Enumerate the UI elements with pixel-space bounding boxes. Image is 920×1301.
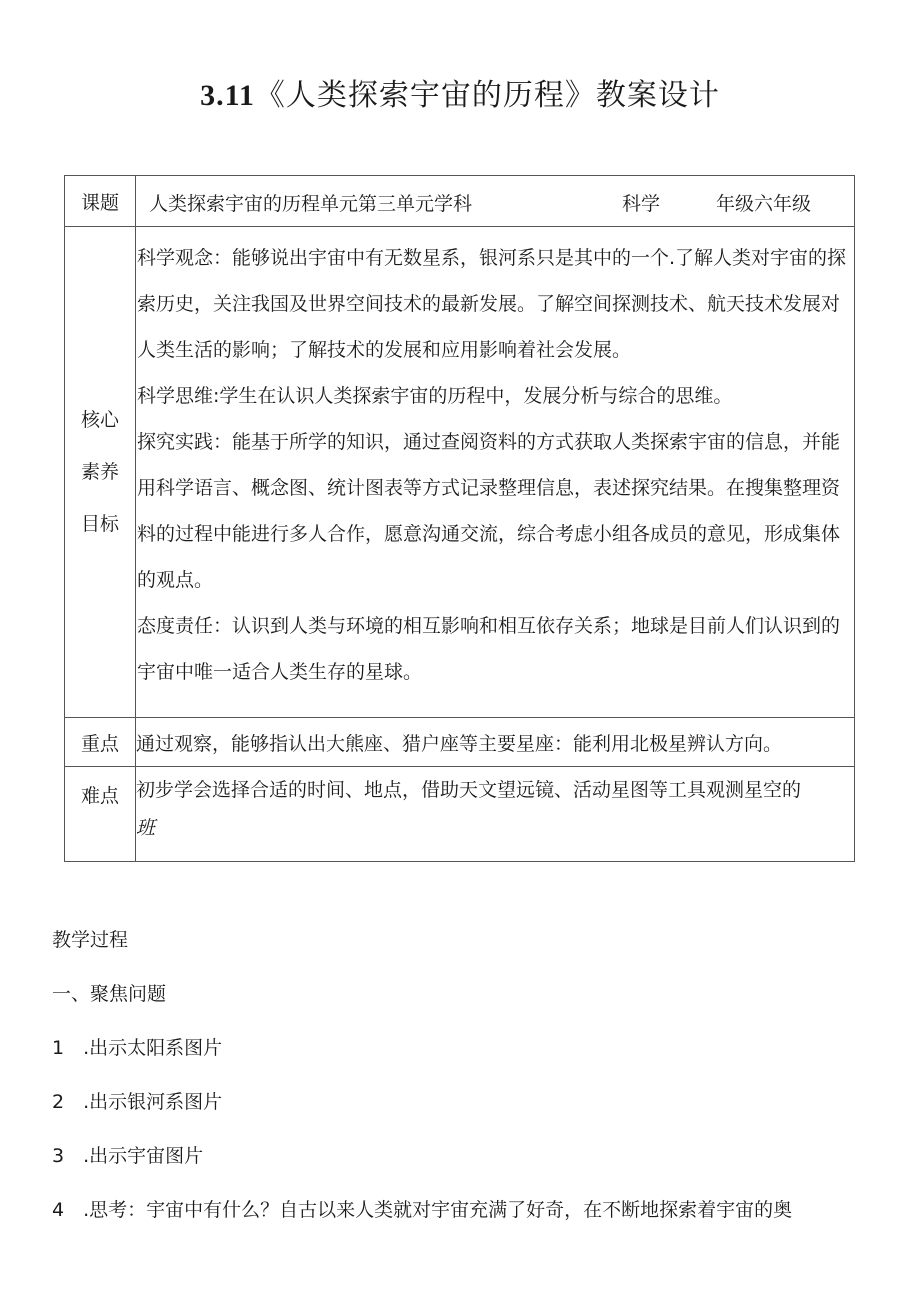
process-item: 2 .出示银河系图片: [52, 1091, 223, 1113]
page-title: 3.11《人类探索宇宙的历程》教案设计: [200, 78, 720, 113]
key-value: 通过观察，能够指认出大熊座、猎户座等主要星座：能利用北极星辨认方向。: [136, 718, 855, 767]
grade-value: 年级六年级: [716, 193, 812, 215]
topic-value: 人类探索宇宙的历程单元第三单元学科: [149, 193, 473, 215]
process-heading: 教学过程: [52, 929, 129, 951]
goals-label: 核心 素养 目标: [65, 227, 136, 718]
difficulty-value: 初步学会选择合适的时间、地点，借助天文望远镜、活动星图等工具观测星空的: [136, 779, 802, 801]
lesson-info-table: [64, 175, 855, 862]
goal-paragraph: 态度责任：认识到人类与环境的相互影响和相互依存关系；地球是目前人们认识到的宇宙中唯一适合人类生存的星球。: [137, 615, 841, 683]
process-item: 1 .出示太阳系图片: [52, 1037, 223, 1059]
difficulty-value-continued: 班: [136, 817, 156, 839]
process-item: 4 .思考：宇宙中有什么？自古以来人类就对宇宙充满了好奇，在不断地探索着宇宙的奥: [52, 1199, 793, 1221]
section-heading: 一、聚焦问题: [52, 983, 167, 1005]
topic-cell: [136, 176, 855, 227]
subject-value: 科学: [622, 193, 661, 215]
difficulty-label: 难点: [65, 767, 136, 862]
topic-label: 课题: [65, 176, 136, 227]
topic-row: [65, 176, 855, 227]
key-row: [65, 718, 855, 767]
difficulty-cell: [136, 767, 855, 862]
goals-row: [65, 227, 855, 718]
process-item: 3 .出示宇宙图片: [52, 1145, 204, 1167]
goal-paragraph: 探究实践：能基于所学的知识，通过查阅资料的方式获取人类探索宇宙的信息，并能用科学语言、概念图、统计图表等方式记录整理信息，表述探究结果。在搜集整理资料的过程中能进行多人合作，愿意沟通交流，综合考虑小组各成员的意见，形成集体的观点。: [137, 431, 841, 591]
goal-paragraph: 科学思维:学生在认识人类探索宇宙的历程中，发展分析与综合的思维。: [137, 385, 733, 407]
key-label: 重点: [65, 718, 136, 767]
goals-cell: [136, 227, 855, 718]
difficulty-row: [65, 767, 855, 862]
goal-paragraph: 科学观念：能够说出宇宙中有无数星系，银河系只是其中的一个.了解人类对宇宙的探索历史，关注我国及世界空间技术的最新发展。了解空间探测技术、航天技术发展对人类生活的影响；了解技术的发展和应用影响着社会发展。: [137, 247, 847, 361]
